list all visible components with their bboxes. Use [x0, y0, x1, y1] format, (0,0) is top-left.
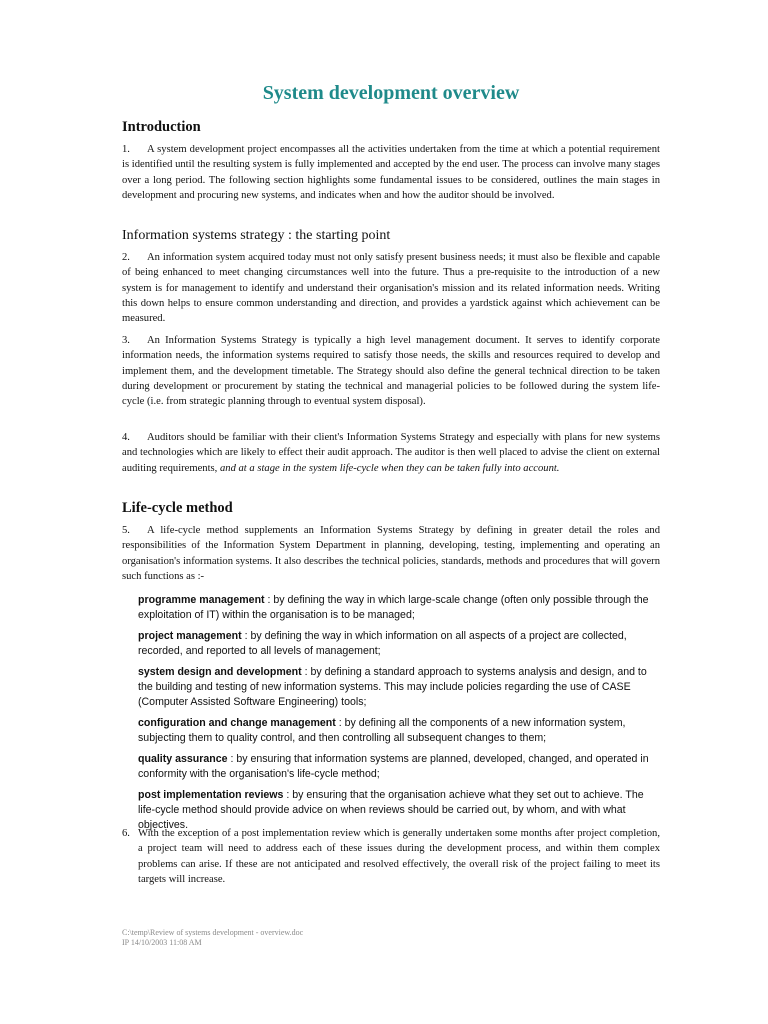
- paragraph-italic-text: and at a stage in the system life-cycle when they can be taken fully into account.: [219, 462, 560, 474]
- paragraph-text: A system development project encompasses all the activities undertaken from the time at which a potential requirement is identified until the resulting system is fully implemented and accepted by the end user. The process can involve many stages over a long period. The following section highlights some fundamental issues to be considered, outlines the main stages in development and procuring new systems, and indicates when and how the auditor should be involved.: [122, 144, 660, 201]
- paragraph-6: [122, 826, 660, 887]
- list-item-system-design: [138, 665, 658, 710]
- paragraph-3: [122, 333, 660, 409]
- list-item-term: system design and development: [138, 666, 302, 678]
- list-item-project-management: [138, 629, 658, 659]
- list-item-text: : by defining the way in which large-scale change (often only possible through the exploitation of IT) within the organisation is to be managed;: [138, 594, 649, 621]
- paragraph-number: 1.: [122, 144, 130, 155]
- list-item-quality-assurance: [138, 752, 658, 782]
- list-item-term: project management: [138, 630, 242, 642]
- list-item-text: : by defining all the components of a new information system, subjecting them to quality control, and then controlling all subsequent changes to them;: [138, 717, 626, 744]
- list-item-text: : by defining the way in which information on all aspects of a project are collected, recorded, and reported to all levels of management;: [138, 630, 627, 657]
- life-cycle-functions-list: [138, 593, 658, 839]
- footer-date: IP 14/10/2003 11:08 AM: [122, 938, 202, 947]
- heading-introduction: Introduction: [122, 119, 201, 135]
- paragraph-number: 5.: [122, 525, 130, 536]
- paragraph-4: [122, 430, 660, 476]
- paragraph-text: An Information Systems Strategy is typically a high level management document. It serves to identify corporate information needs, the information systems required to satisfy those needs, the skills and resources required to develop and implement them, and the development timetable. The Strategy should also define the general technical direction to be taken during development or procurement by stating the technical and managerial policies to be followed during the system life-cycle (i.e. from strategic planning through to eventual system disposal).: [122, 335, 660, 408]
- paragraph-text: Auditors should be familiar with their client's Information Systems Strategy and especially with plans for new systems and technologies which are likely to effect their audit approach. The auditor is then well placed to advise the client on external auditing requirements,: [122, 432, 660, 474]
- heading-information-systems-strategy: Information systems strategy : the starting point: [122, 228, 391, 243]
- page-title: System development overview: [262, 82, 520, 104]
- list-item-text: : by defining a standard approach to systems analysis and design, and to the building and testing of new information systems. This may include policies regarding the use of CASE (Computer Assisted Software Engineering) tools;: [138, 666, 647, 708]
- list-item-term: programme management: [138, 594, 265, 606]
- paragraph-text: With the exception of a post implementation review which is generally undertaken some months after project completion, a project team will need to address each of these issues during the development process, and within them complex problems can arise. If these are not anticipated and resolved effectively, the overall risk of the project failing to meet its targets will increase.: [138, 828, 660, 885]
- paragraph-1: [122, 142, 660, 203]
- list-item-term: post implementation reviews: [138, 789, 284, 801]
- list-item-term: quality assurance: [138, 753, 228, 765]
- list-item-text: : by ensuring that information systems are planned, developed, changed, and operated in conformity with the organisation's life-cycle method;: [138, 753, 649, 780]
- page-footer: [122, 928, 303, 948]
- heading-life-cycle-method: Life-cycle method: [122, 500, 233, 516]
- paragraph-number: 3.: [122, 335, 130, 346]
- list-item-programme-management: [138, 593, 658, 623]
- paragraph-5: [122, 523, 660, 584]
- paragraph-number: 6.: [122, 828, 130, 839]
- list-item-configuration-management: [138, 716, 658, 746]
- paragraph-text: An information system acquired today must not only satisfy present business needs; it must also be flexible and capable of being enhanced to meet changing circumstances well into the future. Thus a pre-requisite to the introduction of a new system is for management to identify and understand their organisation's mission and its related information needs. Writing this down helps to ensure common understanding and direction, and provides a yardstick against which achievement can be measured.: [122, 252, 660, 325]
- paragraph-number: 2.: [122, 252, 130, 263]
- paragraph-2: [122, 250, 660, 326]
- list-item-term: configuration and change management: [138, 717, 336, 729]
- list-item-text: : by ensuring that the organisation achieve what they set out to achieve. The life-cycle method should provide advice on when reviews should be carried out, by whom, and with what objectives.: [138, 789, 644, 831]
- paragraph-text: A life-cycle method supplements an Information Systems Strategy by defining in greater detail the roles and responsibilities of the Information System Department in planning, developing, testing, implementing and operating an organisation's information systems. It also describes the technical policies, standards, methods and procedures that will govern such functions as :-: [122, 525, 660, 582]
- paragraph-number: 4.: [122, 432, 130, 443]
- footer-file-path: C:\temp\Review of systems development - overview.doc: [122, 928, 304, 937]
